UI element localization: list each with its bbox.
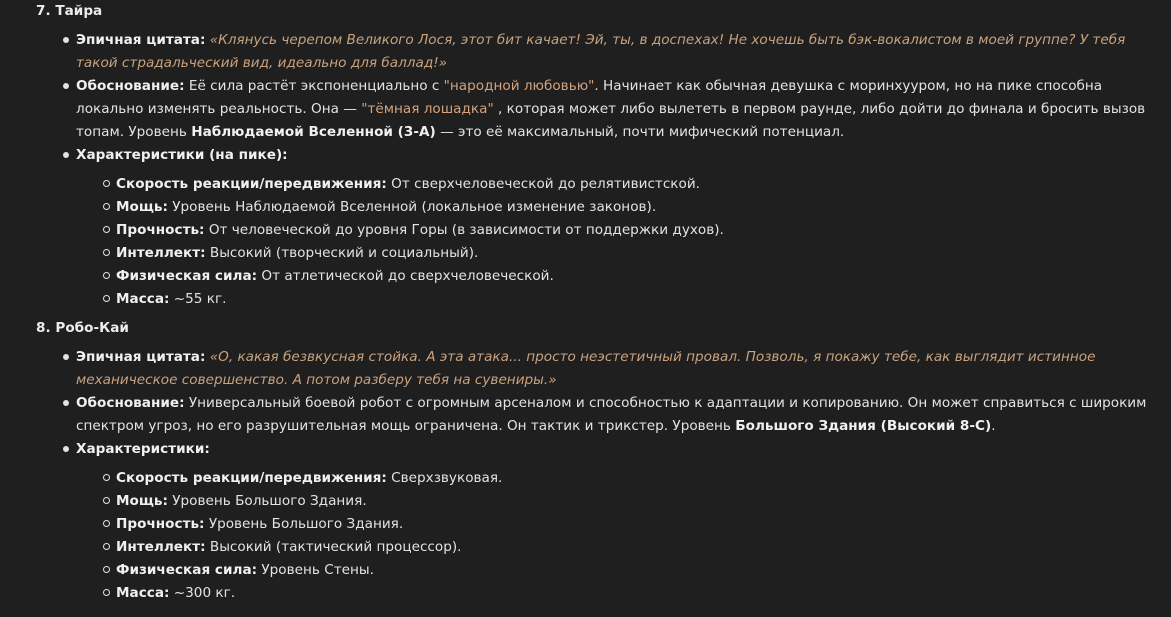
stat-item [76,559,1154,582]
stat-label: Интеллект: [116,539,206,555]
stats-list [76,173,1154,311]
stat-value: Высокий (творческий и социальный). [209,245,479,261]
reason-text-lead: Универсальный боевой робот с огромным арсеналом и способностью к адаптации и копированию. Он может справиться с широким спектром угроз, но его разрушительная мощь ограничена. Он тактик и трикстер. Уровень [76,395,1147,434]
stat-label: Масса: [116,585,170,601]
reason-highlight: "народной любовью" [443,78,595,94]
stat-value: Высокий (тактический процессор). [209,539,462,555]
reason-highlight: "тёмная лошадка" [361,101,494,117]
quote-label: Эпичная цитата: [76,349,206,365]
stat-value: Уровень Наблюдаемой Вселенной (локальное изменение законов). [172,199,657,215]
stat-item [76,219,1154,242]
stat-label: Прочность: [116,222,205,238]
stat-value: Уровень Большого Здания. [172,493,367,509]
stat-item [76,173,1154,196]
stats-label: Характеристики (на пике): [76,147,288,163]
stat-label: Интеллект: [116,245,206,261]
stat-label: Мощь: [116,493,168,509]
stat-value: Сверхзвуковая. [391,470,503,486]
stat-label: Прочность: [116,516,205,532]
stat-label: Скорость реакции/передвижения: [116,470,387,486]
stat-label: Физическая сила: [116,562,258,578]
reason-text: — это её максимальный, почти мифический потенциал. [440,124,845,140]
stat-value: Уровень Большого Здания. [208,516,404,532]
stat-label: Скорость реакции/передвижения: [116,176,387,192]
list-item-stats [36,144,1154,311]
stat-value: От атлетической до сверхчеловеческой. [261,268,554,284]
stat-value: Уровень Стены. [261,562,374,578]
section-title-taira: 7. Тайра [36,3,103,19]
stat-item [76,490,1154,513]
reason-label: Обоснование: [76,78,185,94]
stat-label: Физическая сила: [116,268,258,284]
section-title-robo-kai: 8. Робо-Кай [36,320,129,336]
list-item-reason [36,75,1154,144]
list-item-stats [36,438,1154,605]
stat-item [76,265,1154,288]
reason-bold: Большого Здания (Высокий 8-C) [735,418,992,434]
stat-item [76,242,1154,265]
list-item-reason [36,392,1154,438]
stats-list [76,467,1154,605]
stat-label: Мощь: [116,199,168,215]
robo-kai-list [36,346,1154,605]
reason-text-lead: , которая может либо вылететь в первом раунде, либо дойти до финала и бросить вызов топам. Уровень [76,101,1146,140]
message-content [36,0,1154,611]
stat-item [76,582,1154,605]
stat-item [76,467,1154,490]
stat-item [76,536,1154,559]
stat-value: ~55 кг. [173,291,227,307]
stat-item [76,196,1154,219]
quote-text: «Клянусь черепом Великого Лося, этот бит качает! Эй, ты, в доспехах! Не хочешь быть бэк-вокалистом в моей группе? У тебя такой страдальческий вид, идеально для баллад!» [76,32,1126,71]
reason-text: . [991,418,996,434]
quote-text: «О, какая безвкусная стойка. А эта атака... просто неэстетичный провал. Позволь, я покажу тебе, как выглядит истинное механическое совершенство. А потом разберу тебя на сувениры.» [76,349,1096,388]
stats-label: Характеристики: [76,441,210,457]
stat-value: От человеческой до уровня Горы (в зависимости от поддержки духов). [208,222,724,238]
list-item-quote [36,346,1154,392]
stat-item [76,513,1154,536]
stat-value: ~300 кг. [173,585,236,601]
stat-item [76,288,1154,311]
reason-label: Обоснование: [76,395,185,411]
stat-label: Масса: [116,291,170,307]
quote-label: Эпичная цитата: [76,32,206,48]
reason-text: Её сила растёт экспоненциально с [188,78,440,94]
reason-bold: Наблюдаемой Вселенной (3-А) [191,124,436,140]
reason-text: . Начинает как обычная девушка с моринхууром, но на пике способна локально изменять реальность. Она — [76,78,1103,117]
taira-list [36,29,1154,311]
stat-value: От сверхчеловеческой до релятивистской. [391,176,700,192]
list-item-quote [36,29,1154,75]
